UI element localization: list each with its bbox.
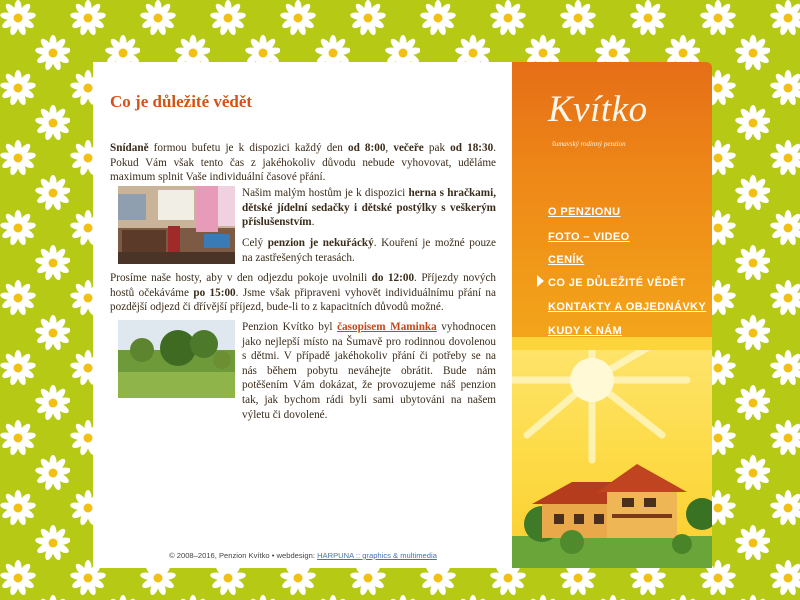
menu-item-cenik[interactable]: CENÍK bbox=[548, 254, 585, 266]
text: , bbox=[385, 142, 394, 154]
text-bold: herna s hračkami, dětské jídelní sedačky i dětské postýlky s veškerým příslušenstvím bbox=[242, 187, 496, 229]
logo[interactable]: Kvítko bbox=[548, 89, 648, 130]
menu-item-kontakty[interactable]: KONTAKTY A OBJEDNÁVKY bbox=[548, 301, 707, 313]
playroom-photo bbox=[118, 186, 235, 264]
page-title: Co je důležité vědět bbox=[110, 92, 253, 111]
text-bold: po 15:00 bbox=[193, 286, 236, 299]
footer-copyright: © 2008–2016, Penzion Kvítko • webdesign: bbox=[169, 551, 318, 560]
text: pak bbox=[423, 142, 451, 154]
sidebar bbox=[512, 62, 712, 568]
text: . Pokud Vám však tento čas z jakéhokoliv důvodu nebude vyhovovat, uděláme maximum splnit Vaše individuální časové přání. bbox=[110, 142, 497, 184]
text-bold: Snídaně bbox=[110, 142, 149, 154]
text: . Příjezdy nových hostů očekáváme bbox=[110, 272, 496, 299]
text-bold: penzion je nekuřácký bbox=[267, 237, 374, 249]
text: formou bufetu je k dispozici každý den bbox=[148, 142, 348, 154]
menu-item-foto-video[interactable]: FOTO – VIDEO bbox=[548, 231, 630, 243]
menu-item-kudy-k-nam[interactable]: KUDY K NÁM bbox=[548, 325, 623, 337]
text-bold: do 12:00 bbox=[371, 272, 415, 284]
maminka-magazine-link[interactable]: časopisem Maminka bbox=[337, 321, 437, 333]
paragraph-nonsmoking bbox=[242, 236, 496, 265]
text: Penzion Kvítko byl bbox=[242, 321, 338, 333]
garden-photo bbox=[118, 320, 235, 398]
content-panel bbox=[93, 62, 513, 568]
logo-tagline: šumavský rodinný penzion bbox=[552, 140, 626, 148]
text: . Jsme však připraveni vyhovět individuálnímu přání na pozdější odjezd či dřívější příjezd, bude-li to z kapacitních důvodů možné. bbox=[110, 286, 496, 314]
pension-house-illustration bbox=[512, 462, 712, 568]
text-bold: od 8:00 bbox=[347, 142, 386, 154]
webdesign-link[interactable]: HARPUNA :: graphics & multimedia bbox=[317, 551, 437, 560]
text: Prosíme naše hosty, aby v den odjezdu pokoje uvolnili bbox=[110, 272, 372, 284]
text-bold: večeře bbox=[393, 142, 424, 154]
text: . Kouření je možné pouze na zastřešených terasách. bbox=[242, 237, 496, 264]
footer bbox=[93, 551, 513, 560]
text: . bbox=[311, 216, 315, 229]
paragraph-meals bbox=[110, 141, 496, 185]
paragraph-award bbox=[242, 320, 496, 422]
sidebar-divider-band bbox=[512, 337, 712, 350]
text: Našim malým hostům je k dispozici bbox=[242, 187, 409, 199]
text: Celý bbox=[242, 237, 268, 249]
text-bold: od 18:30 bbox=[450, 142, 494, 154]
menu-item-o-penzionu[interactable]: O PENZIONU bbox=[548, 206, 621, 218]
text: vyhodnocen jako nejlepší místo na Šumavě pro rodinnou dovolenou s dětmi. V případě jakéhokoliv přání či potřeby se na nás během pobytu neváhejte obrátit. Bude nám potěšením Vám dokázat, že provozujeme náš penzion tak, jak bychom rádi byli sami ubytováni na našem výletu či dovolené. bbox=[242, 321, 496, 421]
paragraph-children bbox=[242, 186, 496, 230]
menu-item-co-je-dulezite-vedet[interactable]: CO JE DŮLEŽITÉ VĚDĚT bbox=[548, 277, 686, 289]
arrow-right-icon bbox=[537, 275, 544, 287]
paragraph-checkin bbox=[110, 271, 496, 315]
